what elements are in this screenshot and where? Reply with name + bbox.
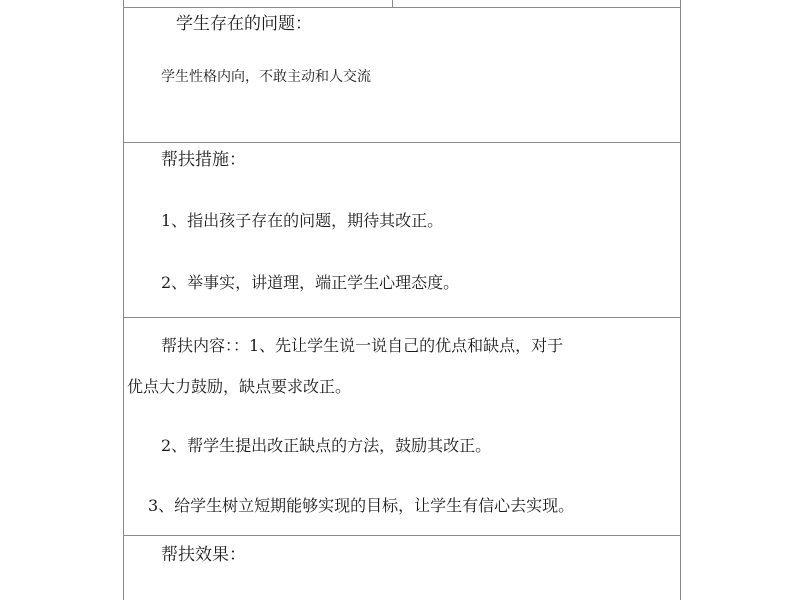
measures-item-1: 1、指出孩子存在的问题，期待其改正。: [161, 211, 444, 230]
content-line2: 优点大力鼓励，缺点要求改正。: [127, 377, 352, 396]
measures-heading: 帮扶措施：: [161, 150, 246, 170]
content-item-3: 3、给学生树立短期能够实现的目标，让学生有信心去实现。: [148, 496, 575, 515]
row-divider-measures-content: [123, 317, 681, 318]
problems-content: 学生性格内向，不敢主动和人交流: [161, 69, 371, 85]
problems-heading: 学生存在的问题：: [176, 14, 312, 34]
row-divider-top: [123, 7, 681, 8]
content-heading-line1: 帮扶内容：：1、先让学生说一说自己的优点和缺点，对于: [161, 336, 564, 355]
row-divider-problems-measures: [123, 142, 681, 143]
table-right-border: [680, 0, 681, 600]
content-item-2: 2、帮学生提出改正缺点的方法，鼓励其改正。: [161, 436, 492, 455]
table-left-border: [123, 0, 124, 600]
effect-heading: 帮扶效果：: [161, 545, 246, 565]
row-divider-content-effect: [123, 535, 681, 536]
measures-item-2: 2、举事实，讲道理，端正学生心理态度。: [161, 273, 460, 292]
